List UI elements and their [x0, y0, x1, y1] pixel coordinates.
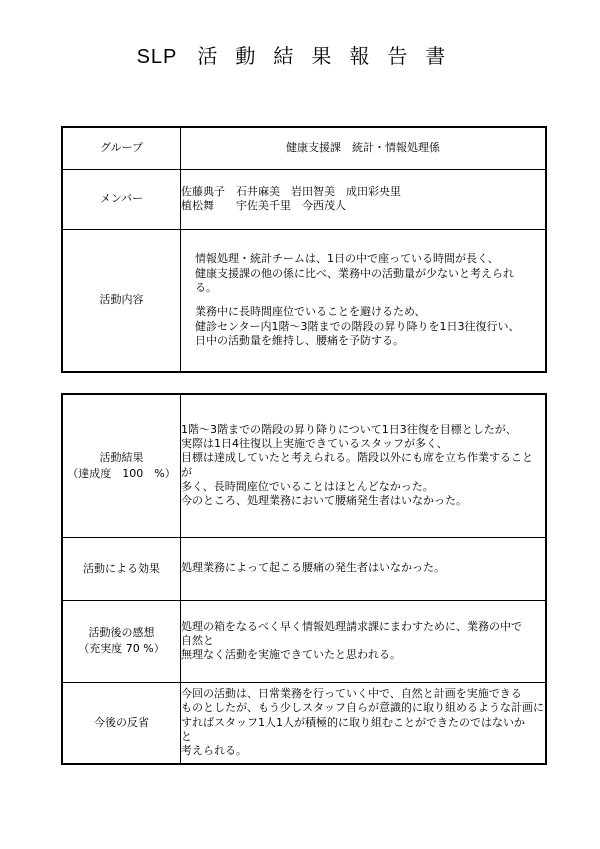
- reflection-row: [62, 682, 546, 764]
- group-row: [62, 127, 546, 169]
- activity-row: [62, 229, 546, 372]
- members-value: [181, 169, 547, 229]
- info-table: [61, 126, 547, 373]
- results-row: [62, 394, 546, 537]
- fulfillment-rate: （充実度 70 %）: [78, 642, 165, 655]
- effect-row: [62, 537, 546, 600]
- impression-value: [181, 600, 547, 682]
- results-label-title: 活動結果: [99, 450, 144, 464]
- impression-label-title: 活動後の感想: [88, 626, 155, 640]
- text-line: 1階～3階までの階段の昇り降りについて1日3往復を目標としたが、: [181, 422, 517, 436]
- text-line: 考えられる。: [181, 744, 247, 758]
- members-line: 佐藤典子 石井麻美 岩田智美 成田彩央里: [181, 184, 401, 198]
- reflection-value: [181, 682, 547, 764]
- results-table: [61, 393, 547, 765]
- effect-value: 処理業務によって起こる腰痛の発生者はいなかった。: [181, 537, 547, 600]
- activity-paragraph-1: [195, 252, 545, 295]
- achievement-rate: （達成度 100 %）: [67, 466, 176, 480]
- text-line: ものとしたが、もう少しスタッフ自らが意識的に取り組めるような計画に: [181, 701, 544, 715]
- text-line: と: [181, 729, 192, 743]
- text-line: 処理の箱をなるべく早く情報処理請求課にまわすために、業務の中で: [181, 619, 522, 633]
- impression-row: [62, 600, 546, 682]
- activity-label: 活動内容: [62, 229, 181, 372]
- group-value: 健康支援課 統計・情報処理係: [181, 127, 547, 169]
- text-line: 今のところ、処理業務において腰痛発生者はいなかった。: [181, 494, 467, 508]
- results-value: [181, 394, 547, 537]
- title-prefix: SLP: [136, 46, 178, 68]
- text-line: 目標は達成していたと考えられる。階段以外にも席を立ち作業すること: [181, 451, 533, 465]
- text-line: すればスタッフ1人1人が積極的に取り組むことができたのではないか: [181, 715, 525, 729]
- text-line: が: [181, 465, 192, 479]
- members-row: [62, 169, 546, 229]
- effect-label: 活動による効果: [62, 537, 181, 600]
- activity-value: [181, 229, 547, 372]
- text-line: 無理なく活動を実施できていたと思われる。: [181, 648, 401, 662]
- text-line: 自然と: [181, 633, 214, 647]
- members-line: 植松舞 宇佐美千里 今西茂人: [181, 199, 346, 212]
- reflection-label: 今後の反省: [62, 682, 181, 764]
- text-line: 業務中に長時間座位でいることを避けるため、: [195, 305, 426, 319]
- activity-paragraph-2: [195, 305, 545, 348]
- text-line: 日中の活動量を維持し、腰痛を予防する。: [195, 333, 404, 347]
- text-line: 実際は1日4往復以上実施できているスタッフが多く、: [181, 437, 448, 451]
- text-line: 情報処理・統計チームは、1日の中で座っている時間が長く、: [195, 252, 499, 266]
- members-label: メンバー: [62, 169, 181, 229]
- title-main: 活動結果報告書: [197, 44, 464, 68]
- page-title: [0, 40, 600, 69]
- impression-label: [62, 600, 181, 682]
- text-line: 健康支援課の他の係に比べ、業務中の活動量が少ないと考えられ: [195, 266, 514, 280]
- text-line: る。: [195, 280, 217, 294]
- text-line: 多く、長時間座位でいることはほとんどなかった。: [181, 480, 434, 494]
- group-label: グループ: [62, 127, 181, 169]
- text-line: 健診センター内1階～3階までの階段の昇り降りを1日3往復行い、: [195, 319, 520, 333]
- results-label: [62, 394, 181, 537]
- text-line: 今回の活動は、日常業務を行っていく中で、自然と計画を実施できる: [181, 687, 522, 700]
